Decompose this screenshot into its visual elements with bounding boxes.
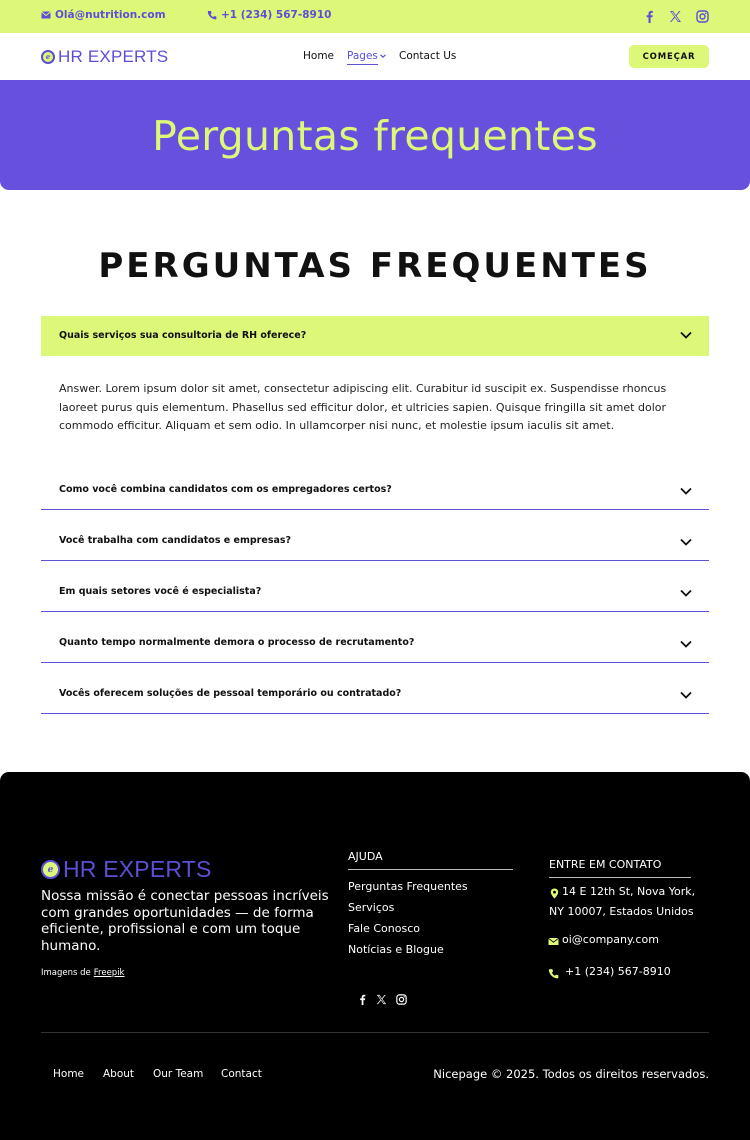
footer-link-services[interactable]: Serviços xyxy=(348,901,395,914)
credit-prefix: Imagens de xyxy=(41,968,91,978)
faq-item[interactable] xyxy=(41,521,709,561)
faq-question: Vocês oferecem soluções de pessoal temporário ou contratado? xyxy=(59,688,402,699)
footer-divider xyxy=(41,1032,709,1033)
nav-home[interactable]: Home xyxy=(303,50,335,62)
faq-question: Quanto tempo normalmente demora o processo de recrutamento? xyxy=(59,637,415,648)
logo-text: HR EXPERTS xyxy=(63,856,212,882)
page-title: Perguntas frequentes xyxy=(152,112,598,160)
mail-icon xyxy=(41,10,51,20)
faq-answer: Answer. Lorem ipsum dolor sit amet, consectetur adipiscing elit. Curabitur id suscipit ex. Suspendisse rhoncus laoreet purus quis elementum. Phasellus sed efficitur dolor, et ultricies sapien. Quisque fringilla sit amet dolor commodo efficitur. Aliquam et sem odio. In ullamcorper nisi nunc, et molestie ipsum iaculis sit amet. xyxy=(59,382,667,432)
topbar-email[interactable] xyxy=(41,9,166,21)
phone-icon xyxy=(207,10,217,20)
footer-nav-about[interactable]: About xyxy=(103,1068,135,1080)
footer-logo[interactable] xyxy=(41,856,212,883)
faq-question: Em quais setores você é especialista? xyxy=(59,586,262,597)
top-bar xyxy=(0,0,750,33)
facebook-icon[interactable] xyxy=(356,993,368,1005)
facebook-icon[interactable] xyxy=(641,8,657,24)
logo-text: HR EXPERTS xyxy=(58,47,169,66)
chevron-down-icon xyxy=(679,690,693,700)
topbar-phone-text: +1 (234) 567-8910 xyxy=(221,9,332,21)
faq-question: Como você combina candidatos com os empregadores certos? xyxy=(59,484,392,495)
contact-heading: ENTRE EM CONTATO xyxy=(549,858,691,878)
footer-email[interactable]: oi@company.com xyxy=(562,933,659,946)
footer-nav-our-team[interactable]: Our Team xyxy=(153,1068,204,1080)
footer-address-line2: NY 10007, Estados Unidos xyxy=(549,905,694,918)
header-logo[interactable] xyxy=(41,47,168,67)
faq-question: Você trabalha com candidatos e empresas? xyxy=(59,535,292,546)
freepik-link[interactable]: Freepik xyxy=(93,968,125,978)
logo-badge-icon: ℯ xyxy=(41,50,55,64)
footer-nav-contact[interactable]: Contact xyxy=(221,1068,262,1080)
phone-icon xyxy=(548,968,559,979)
help-heading: AJUDA xyxy=(348,850,513,870)
footer-link-faq[interactable]: Perguntas Frequentes xyxy=(348,880,468,893)
chevron-down-icon xyxy=(679,486,693,496)
instagram-icon[interactable] xyxy=(694,8,710,24)
hero-banner xyxy=(0,80,750,190)
faq-section-title: PERGUNTAS FREQUENTES xyxy=(98,246,652,286)
chevron-down-icon[interactable] xyxy=(379,52,387,60)
footer-address-line1: 14 E 12th St, Nova York, xyxy=(562,885,696,898)
footer-link-contact[interactable]: Fale Conosco xyxy=(348,922,420,935)
faq-item[interactable] xyxy=(41,674,709,714)
chevron-down-icon xyxy=(679,537,693,547)
nav-contact-us[interactable]: Contact Us xyxy=(399,50,457,62)
faq-item[interactable] xyxy=(41,623,709,663)
faq-item[interactable] xyxy=(41,470,709,510)
x-icon[interactable] xyxy=(375,993,387,1005)
faq-item[interactable] xyxy=(41,572,709,612)
faq-question: Quais serviços sua consultoria de RH oferece? xyxy=(59,330,307,341)
location-pin-icon xyxy=(549,888,560,899)
footer-link-blog[interactable]: Notícias e Blogue xyxy=(348,943,444,956)
footer-copyright: Nicepage © 2025. Todos os direitos reservados. xyxy=(433,1067,709,1081)
start-button[interactable]: COMEÇAR xyxy=(629,45,709,68)
topbar-email-text: Olá@nutrition.com xyxy=(55,9,166,21)
footer-credit xyxy=(41,968,124,978)
x-icon[interactable] xyxy=(667,8,683,24)
faq-item-open[interactable] xyxy=(41,316,709,356)
footer-nav-home[interactable]: Home xyxy=(53,1068,85,1080)
footer-mission: Nossa missão é conectar pessoas incríveis com grandes oportunidades — de forma eficiente, profissional e com um toque humano. xyxy=(41,888,329,954)
footer-phone[interactable]: +1 (234) 567-8910 xyxy=(565,965,671,978)
site-footer xyxy=(0,772,750,1140)
chevron-down-icon xyxy=(679,639,693,649)
site-header xyxy=(0,33,750,80)
mail-icon xyxy=(548,936,559,947)
chevron-down-icon xyxy=(679,330,693,340)
instagram-icon[interactable] xyxy=(395,993,407,1005)
logo-badge-icon: ℯ xyxy=(41,860,60,879)
nav-pages[interactable]: Pages xyxy=(347,50,378,65)
topbar-phone[interactable] xyxy=(207,9,331,21)
chevron-down-icon xyxy=(679,588,693,598)
